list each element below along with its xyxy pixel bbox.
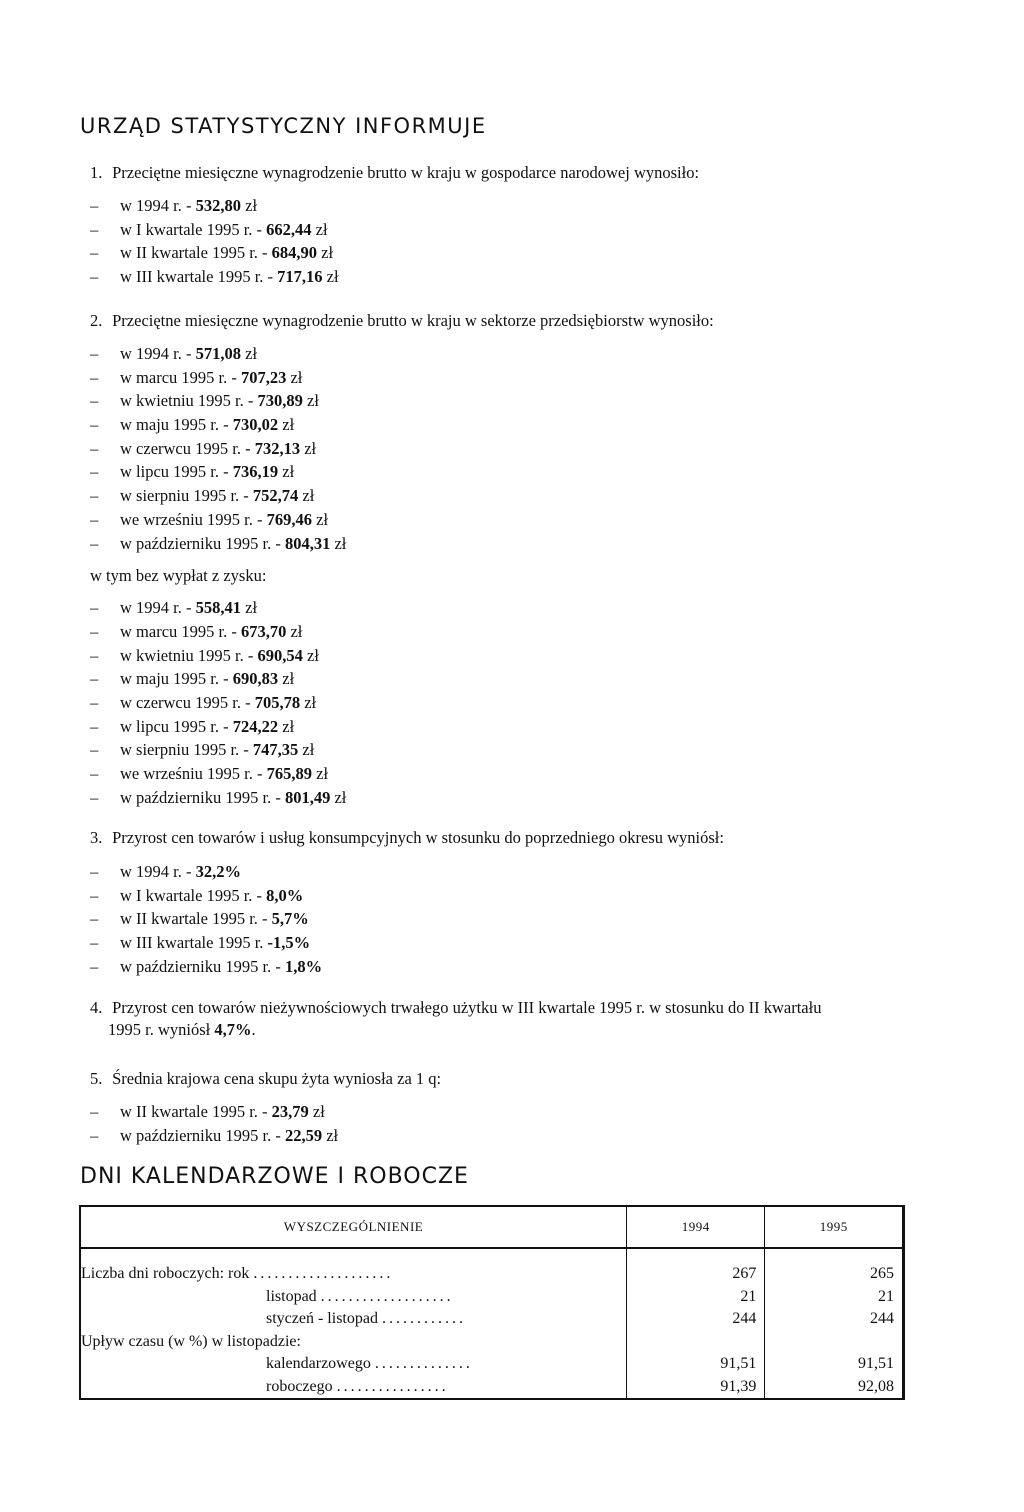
list-item: – w 1994 r. - 571,08 zł [90, 344, 258, 363]
section-number: 5. [90, 1069, 103, 1088]
table-row: styczeń - listopad ............ 244 244 [80, 1308, 904, 1331]
list-item: – w III kwartale 1995 r. - 717,16 zł [90, 267, 339, 287]
section-title [90, 827, 930, 849]
list-item: – w I kwartale 1995 r. - 8,0% [90, 885, 304, 905]
section-title [90, 162, 930, 184]
section-title [90, 1068, 930, 1090]
item-list [90, 1100, 930, 1147]
list-item: – w II kwartale 1995 r. - 23,79 zł [90, 1102, 325, 1121]
item-list [90, 596, 930, 809]
section-text: Przyrost cen towarów nieżywnościowych trwałego użytku w III kwartale 1995 r. w stosunku do II kwartału [112, 998, 822, 1017]
list-item: – we wrześniu 1995 r. - 765,89 zł [90, 764, 329, 783]
section-1 [90, 162, 930, 289]
list-item: – w kwietniu 1995 r. - 730,89 zł [90, 391, 319, 411]
item-list [90, 860, 930, 978]
section-text-continued: 1995 r. wyniósł 4,7%. [108, 1020, 256, 1039]
table-row: Liczba dni roboczych: rok .................... 267 265 [80, 1263, 904, 1286]
list-item: – w I kwartale 1995 r. - 662,44 zł [90, 219, 328, 239]
list-item: – w październiku 1995 r. - 22,59 zł [90, 1125, 339, 1145]
list-item: – we wrześniu 1995 r. - 769,46 zł [90, 509, 329, 529]
table-row: listopad ................... 21 21 [80, 1286, 904, 1309]
column-header: WYSZCZEGÓLNIENIE [80, 1206, 627, 1248]
column-header: 1995 [765, 1206, 904, 1248]
table-cell: 21 [627, 1286, 765, 1309]
item-list [90, 194, 930, 289]
section-title-text: Średnia krajowa cena skupu żyta wyniosła za 1 q: [112, 1069, 442, 1088]
section-title-text: Przeciętne miesięczne wynagrodzenie brutto w kraju w gospodarce narodowej wynosiło: [112, 163, 700, 182]
list-item: – w sierpniu 1995 r. - 747,35 zł [90, 740, 315, 760]
section-number: 2. [90, 311, 103, 330]
list-item: – w październiku 1995 r. - 801,49 zł [90, 787, 347, 807]
table-row: Upływ czasu (w %) w listopadzie: [80, 1331, 904, 1354]
section-number: 4. [90, 998, 103, 1017]
section-number: 3. [90, 828, 103, 847]
list-item: – w marcu 1995 r. - 673,70 zł [90, 621, 303, 641]
table-cell: 267 [627, 1263, 765, 1286]
table-cell: 244 [627, 1308, 765, 1331]
section-4 [90, 997, 930, 1041]
section-2 [90, 310, 930, 809]
section-title-text: Przeciętne miesięczne wynagrodzenie brutto w kraju w sektorze przedsiębiorstw wynosiło: [112, 311, 714, 330]
list-item: – w maju 1995 r. - 690,83 zł [90, 669, 295, 689]
section-3 [90, 827, 930, 978]
list-item: – w II kwartale 1995 r. - 684,90 zł [90, 243, 334, 263]
table-cell: 91,39 [627, 1376, 765, 1400]
list-item: – w III kwartale 1995 r. -1,5% [90, 933, 311, 953]
table-cell: 265 [765, 1263, 904, 1286]
table-row: kalendarzowego .............. 91,51 91,51 [80, 1353, 904, 1376]
table-cell: 91,51 [627, 1353, 765, 1376]
page-title: URZĄD STATYSTYCZNY INFORMUJE [80, 114, 487, 138]
list-item: – w lipcu 1995 r. - 736,19 zł [90, 462, 295, 482]
table-cell: 92,08 [765, 1376, 904, 1400]
table-cell: 244 [765, 1308, 904, 1331]
section-title [90, 310, 930, 332]
list-item: – w kwietniu 1995 r. - 690,54 zł [90, 645, 319, 665]
working-days-table [79, 1205, 905, 1400]
column-header: 1994 [627, 1206, 765, 1248]
table-header-row [80, 1206, 904, 1248]
list-item: – w maju 1995 r. - 730,02 zł [90, 415, 295, 435]
list-item: – w 1994 r. - 532,80 zł [90, 196, 258, 215]
table-cell: 21 [765, 1286, 904, 1309]
calendar-heading: DNI KALENDARZOWE I ROBOCZE [80, 1164, 469, 1189]
section-number: 1. [90, 163, 103, 182]
list-item: – w czerwcu 1995 r. - 732,13 zł [90, 438, 317, 458]
item-list [90, 342, 930, 555]
list-item: – w sierpniu 1995 r. - 752,74 zł [90, 486, 315, 506]
list-item: – w lipcu 1995 r. - 724,22 zł [90, 716, 295, 736]
list-item: – w czerwcu 1995 r. - 705,78 zł [90, 692, 317, 712]
list-item: – w II kwartale 1995 r. - 5,7% [90, 909, 309, 929]
section-5 [90, 1068, 930, 1147]
list-item: – w październiku 1995 r. - 1,8% [90, 956, 323, 976]
list-item: – w 1994 r. - 32,2% [90, 862, 241, 881]
list-item: – w marcu 1995 r. - 707,23 zł [90, 367, 303, 387]
subsection-label: w tym bez wypłat z zysku: [90, 566, 267, 586]
section-title-text: Przyrost cen towarów i usług konsumpcyjnych w stosunku do poprzedniego okresu wyniósł: [112, 828, 724, 847]
list-item: – w październiku 1995 r. - 804,31 zł [90, 533, 347, 553]
table-cell: 91,51 [765, 1353, 904, 1376]
list-item: – w 1994 r. - 558,41 zł [90, 598, 258, 618]
table-row: roboczego ................ 91,39 92,08 [80, 1376, 904, 1400]
section-title [90, 997, 930, 1019]
